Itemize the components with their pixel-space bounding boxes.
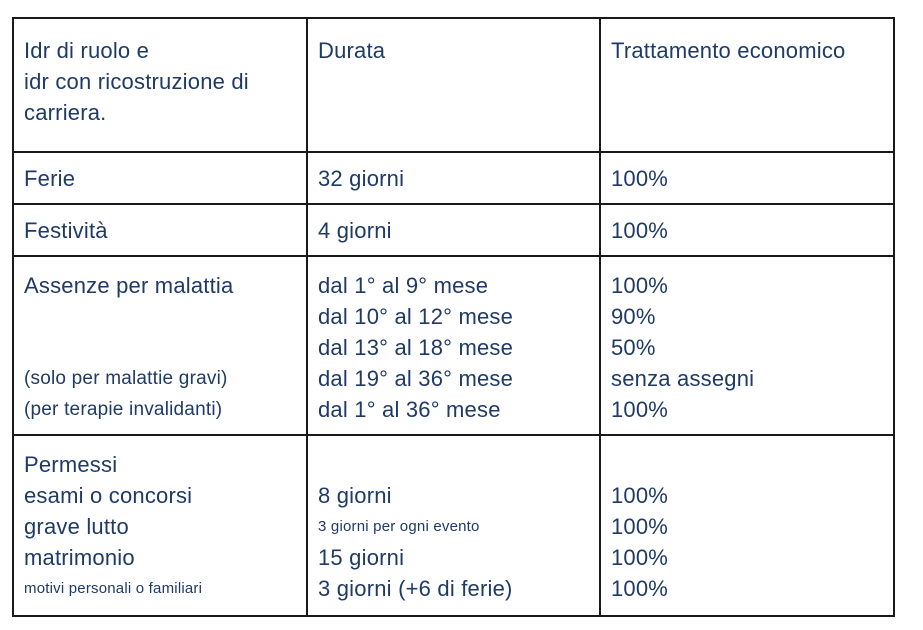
- permessi-duration-spacer: [318, 449, 589, 480]
- leave-table: [12, 17, 895, 617]
- permessi-pay: 100%: [611, 514, 669, 539]
- header-duration-label: Durata: [318, 38, 386, 63]
- permessi-label-cell: [13, 435, 307, 616]
- malattia-duration: dal 10° al 12° mese: [318, 304, 514, 329]
- malattia-duration: dal 1° al 36° mese: [318, 397, 501, 422]
- header-pay-cell: [600, 18, 894, 152]
- festivita-label: Festività: [24, 218, 108, 243]
- malattia-duration: dal 13° al 18° mese: [318, 335, 514, 360]
- ferie-label-cell: [13, 152, 307, 204]
- malattia-pay: 100%: [611, 273, 669, 298]
- table-row-ferie: [13, 152, 894, 204]
- permessi-label: Permessi: [24, 452, 118, 477]
- malattia-duration-cell: [307, 256, 600, 435]
- permessi-duration: 8 giorni: [318, 483, 392, 508]
- festivita-pay: 100%: [611, 218, 669, 243]
- malattia-pay: 100%: [611, 397, 669, 422]
- permessi-pay: 100%: [611, 576, 669, 601]
- permessi-pay-spacer: [611, 449, 883, 480]
- malattia-spacer: [24, 301, 296, 363]
- malattia-duration: dal 1° al 9° mese: [318, 273, 489, 298]
- malattia-pay: 50%: [611, 335, 656, 360]
- permessi-pay: 100%: [611, 545, 669, 570]
- permessi-pay: 100%: [611, 483, 669, 508]
- table-header-row: [13, 18, 894, 152]
- festivita-pay-cell: [600, 204, 894, 256]
- table-row-permessi: [13, 435, 894, 616]
- header-pay-label: Trattamento economico: [611, 38, 846, 63]
- ferie-pay-cell: [600, 152, 894, 204]
- ferie-duration-cell: [307, 152, 600, 204]
- permessi-duration: 15 giorni: [318, 545, 405, 570]
- festivita-duration-cell: [307, 204, 600, 256]
- malattia-pay: senza assegni: [611, 366, 755, 391]
- permessi-label: esami o concorsi: [24, 483, 193, 508]
- malattia-note: (solo per malattie gravi): [24, 368, 228, 389]
- table-row-festivita: [13, 204, 894, 256]
- malattia-pay-cell: [600, 256, 894, 435]
- ferie-duration: 32 giorni: [318, 166, 405, 191]
- permessi-label: motivi personali o familiari: [24, 580, 203, 597]
- festivita-label-cell: [13, 204, 307, 256]
- permessi-duration: 3 giorni (+6 di ferie): [318, 576, 513, 601]
- ferie-label: Ferie: [24, 166, 76, 191]
- header-category-line: carriera.: [24, 100, 107, 125]
- ferie-pay: 100%: [611, 166, 669, 191]
- malattia-label: Assenze per malattia: [24, 273, 234, 298]
- festivita-duration: 4 giorni: [318, 218, 392, 243]
- header-duration-cell: [307, 18, 600, 152]
- header-category-line: idr con ricostruzione di: [24, 69, 249, 94]
- permessi-duration-cell: [307, 435, 600, 616]
- malattia-note: (per terapie invalidanti): [24, 399, 223, 420]
- header-category-cell: [13, 18, 307, 152]
- malattia-pay: 90%: [611, 304, 656, 329]
- malattia-duration: dal 19° al 36° mese: [318, 366, 514, 391]
- table-row-malattia: [13, 256, 894, 435]
- header-category-line: Idr di ruolo e: [24, 38, 150, 63]
- permessi-label: grave lutto: [24, 514, 129, 539]
- permessi-pay-cell: [600, 435, 894, 616]
- malattia-label-cell: [13, 256, 307, 435]
- permessi-duration: 3 giorni per ogni evento: [318, 518, 480, 535]
- permessi-label: matrimonio: [24, 545, 135, 570]
